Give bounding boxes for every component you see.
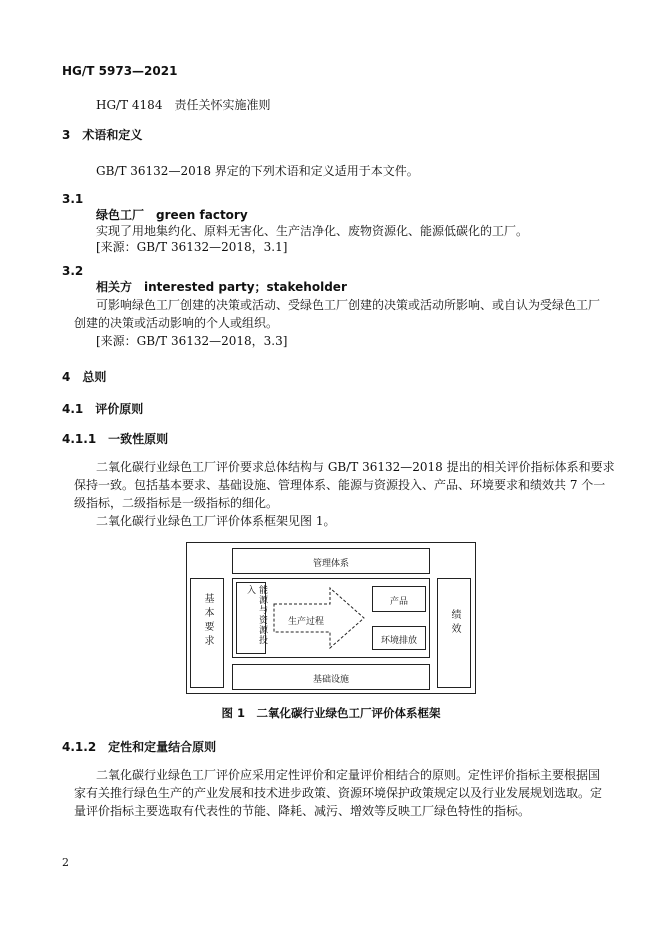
environmental-emissions-box xyxy=(372,626,426,650)
production-process-label: 生产过程 xyxy=(288,617,325,627)
section-4-1-1-heading: 4.1.1 一致性原则 xyxy=(62,432,169,446)
product-label: 产品 xyxy=(389,597,408,607)
term-3-2-number: 3.2 xyxy=(62,264,84,278)
normative-reference: HG/T 4184 责任关怀实施准则 xyxy=(96,98,271,112)
infrastructure-label: 基础设施 xyxy=(312,675,349,685)
section-3-intro: GB/T 36132—2018 界定的下列术语和定义适用于本文件。 xyxy=(96,164,419,178)
term-3-1-source: [来源：GB/T 36132—2018，3.1] xyxy=(96,240,288,254)
term-3-2-definition-line2: 创建的决策或活动影响的个人或组织。 xyxy=(74,316,279,330)
term-3-1-definition: 实现了用地集约化、原料无害化、生产洁净化、废物资源化、能源低碳化的工厂。 xyxy=(96,224,529,238)
figure-1-caption: 图 1 二氧化碳行业绿色工厂评价体系框架 xyxy=(221,706,441,720)
management-system-box xyxy=(232,548,430,574)
performance-box xyxy=(437,578,471,688)
environmental-emissions-label: 环境排放 xyxy=(380,636,417,646)
document-code: HG/T 5973—2021 xyxy=(62,64,178,78)
term-3-1-number: 3.1 xyxy=(62,192,84,206)
paragraph-3-line1: 二氧化碳行业绿色工厂评价应采用定性评价和定量评价相结合的原则。定性评价指标主要根据国 xyxy=(96,768,601,782)
page-number: 2 xyxy=(62,856,69,869)
term-3-1-name: 绿色工厂 green factory xyxy=(96,208,248,222)
section-4-1-heading: 4.1 评价原则 xyxy=(62,402,144,416)
product-box xyxy=(372,586,426,612)
performance-label: 绩效 xyxy=(449,609,460,637)
management-system-label: 管理体系 xyxy=(312,559,349,569)
section-3-heading: 3 术语和定义 xyxy=(62,128,143,142)
paragraph-2: 二氧化碳行业绿色工厂评价体系框架见图 1。 xyxy=(96,514,336,528)
paragraph-3-line3: 量评价指标主要选取有代表性的节能、降耗、减污、增效等反映工厂绿色特性的指标。 xyxy=(74,804,531,818)
energy-resources-box xyxy=(236,582,266,654)
paragraph-3-line2: 家有关推行绿色生产的产业发展和技术进步政策、资源环境保护政策规定以及行业发展规划选取。定 xyxy=(74,786,603,800)
term-3-2-source: [来源：GB/T 36132—2018，3.3] xyxy=(96,334,288,348)
term-3-2-name: 相关方 interested party；stakeholder xyxy=(96,280,347,294)
section-4-1-2-heading: 4.1.2 定性和定量结合原则 xyxy=(62,740,217,754)
basic-requirements-box xyxy=(190,578,224,688)
term-3-2-definition-line1: 可影响绿色工厂创建的决策或活动、受绿色工厂创建的决策或活动所影响、或自认为受绿色工厂 xyxy=(96,298,601,312)
paragraph-1-line2: 保持一致。包括基本要求、基础设施、管理体系、能源与资源投入、产品、环境要求和绩效共 7 个一 xyxy=(74,478,606,492)
basic-requirements-label: 基本要求 xyxy=(202,593,213,649)
paragraph-1-line1: 二氧化碳行业绿色工厂评价要求总体结构与 GB/T 36132—2018 提出的相关评价指标体系和要求 xyxy=(96,460,615,474)
paragraph-1-line3: 级指标，二级指标是一级指标的细化。 xyxy=(74,496,279,510)
section-4-heading: 4 总则 xyxy=(62,370,107,384)
energy-resources-label: 能源与资源投入 xyxy=(245,585,267,645)
infrastructure-box xyxy=(232,664,430,690)
